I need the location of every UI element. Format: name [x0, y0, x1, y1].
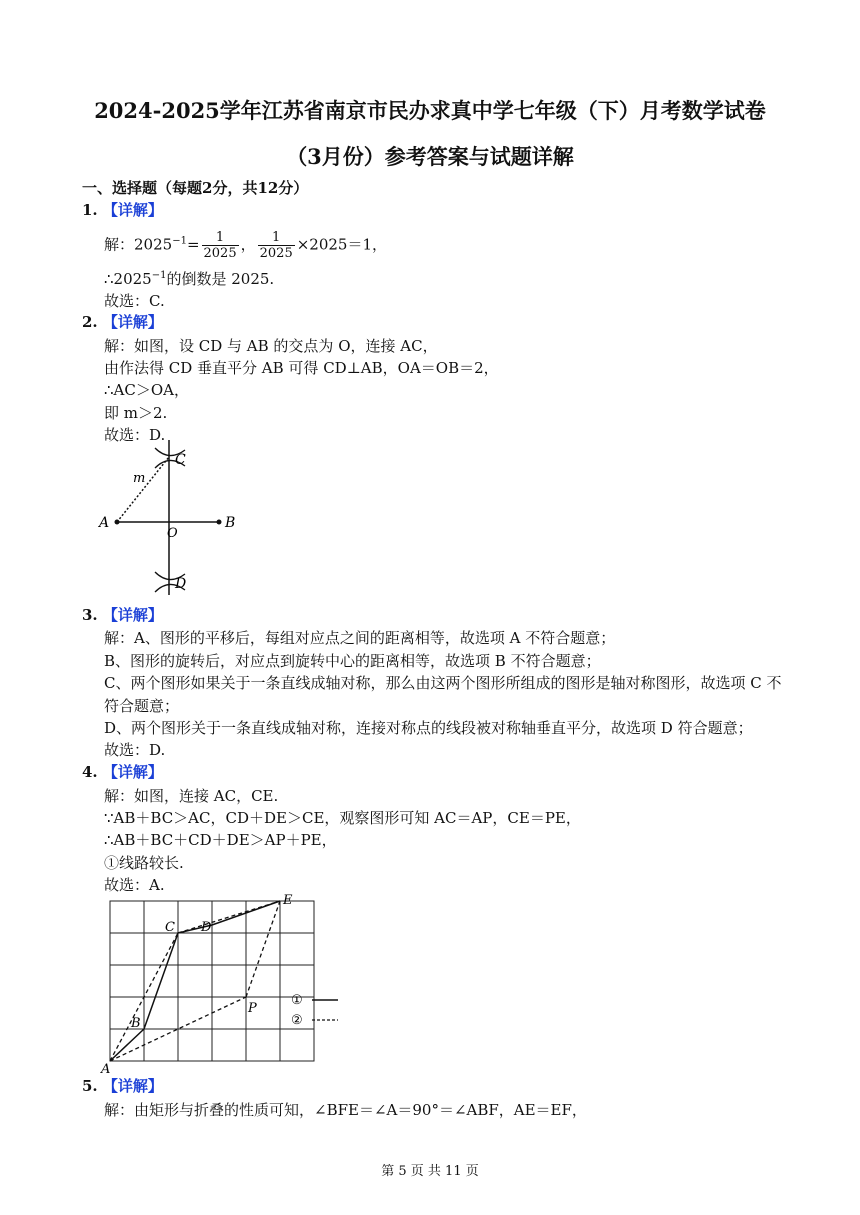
q3-line: 解：A、图形的平移后，每组对应点之间的距离相等，故选项 A 不符合题意； [104, 629, 616, 647]
question-1-header [82, 199, 163, 220]
legend-route-1: ① [291, 993, 303, 1008]
q2-line: 解：如图，设 CD 与 AB 的交点为 O，连接 AC， [104, 337, 438, 355]
detail-label: 【详解】 [102, 606, 163, 624]
section-heading: 一、选择题（每题2分，共12分） [82, 179, 309, 197]
label-B: B [225, 515, 236, 531]
q4-grid-route-diagram [95, 888, 355, 1078]
q4-line: ∵AB＋BC＞AC，CD＋DE＞CE，观察图形可知 AC＝AP，CE＝PE， [104, 809, 581, 827]
fraction: $\frac{1}{2025}$ [203, 230, 237, 261]
label-E: E [283, 893, 293, 908]
q2-line: 即 m＞2. [104, 404, 168, 422]
page-footer: 第 5 页 共 11 页 [381, 1164, 479, 1179]
detail-label: 【详解】 [102, 201, 163, 219]
label-C: C [175, 452, 186, 468]
doc-title-line1: 2024-2025学年江苏省南京市民办求真中学七年级（下）月考数学试卷 [94, 98, 766, 123]
label-C: C [165, 920, 175, 935]
q1-solution-line2: $\therefore 2025^{-1}$的倒数是 2025. [104, 270, 275, 288]
q2-line: ∴AC＞OA， [104, 381, 189, 399]
question-5-header: 5. 【详解】 [82, 1077, 163, 1095]
legend-route-2: ② [291, 1013, 303, 1028]
q2-line: 由作法得 CD 垂直平分 AB 可得 CD⊥AB，OA＝OB＝2， [104, 359, 499, 377]
question-3-header: 3. 【详解】 [82, 606, 163, 624]
fraction: $\frac{1}{2025}$ [259, 230, 293, 261]
q4-line: 解：如图，连接 AC，CE. [104, 787, 279, 805]
label-B: B [131, 1016, 141, 1031]
q3-line: B、图形的旋转后，对应点到旋转中心的距离相等，故选项 B 不符合题意； [104, 652, 601, 670]
label-D: D [201, 920, 212, 935]
label-P: P [248, 1001, 257, 1016]
q4-line: ∴AB＋BC＋CD＋DE＞AP＋PE， [104, 831, 337, 849]
question-number: 1. [82, 201, 98, 219]
detail-label: 【详解】 [102, 1077, 163, 1095]
question-4-header: 4. 【详解】 [82, 763, 163, 781]
label-D: D [175, 576, 187, 592]
q1-answer: 故选：C. [104, 292, 165, 310]
label-A: A [99, 515, 110, 531]
q2-line: 故选：D. [104, 426, 166, 444]
q3-line: D、两个图形关于一条直线成轴对称，连接对称点的线段被对称轴垂直平分，故选项 D 符合题意； [104, 719, 753, 737]
doc-title-line2: （3月份）参考答案与试题详解 [286, 144, 574, 169]
q3-line: 故选：D. [104, 741, 166, 759]
label-m: m [133, 471, 146, 486]
q4-line: ①线路较长. [104, 854, 184, 872]
question-2-header: 2. 【详解】 [82, 313, 163, 331]
detail-label: 【详解】 [102, 763, 163, 781]
q1-solution-line1: 解：$2025^{-1}=$ $\frac{1}{2025}$ ， $\frac{1}{2025}$ ×2025＝1， [104, 230, 388, 261]
q3-line: C、两个图形如果关于一条直线成轴对称，那么由这两个图形所组成的图形是轴对称图形，故选项 C 不 [104, 674, 782, 692]
label-O: O [167, 526, 178, 541]
q4-line: 故选：A. [104, 876, 165, 894]
label-A: A [101, 1062, 111, 1077]
q2-perpendicular-bisector-diagram [95, 440, 255, 600]
detail-label: 【详解】 [102, 313, 163, 331]
q5-line: 解：由矩形与折叠的性质可知，∠BFE＝∠A＝90°＝∠ABF，AE＝EF， [104, 1101, 587, 1119]
q3-line: 符合题意； [104, 697, 180, 715]
